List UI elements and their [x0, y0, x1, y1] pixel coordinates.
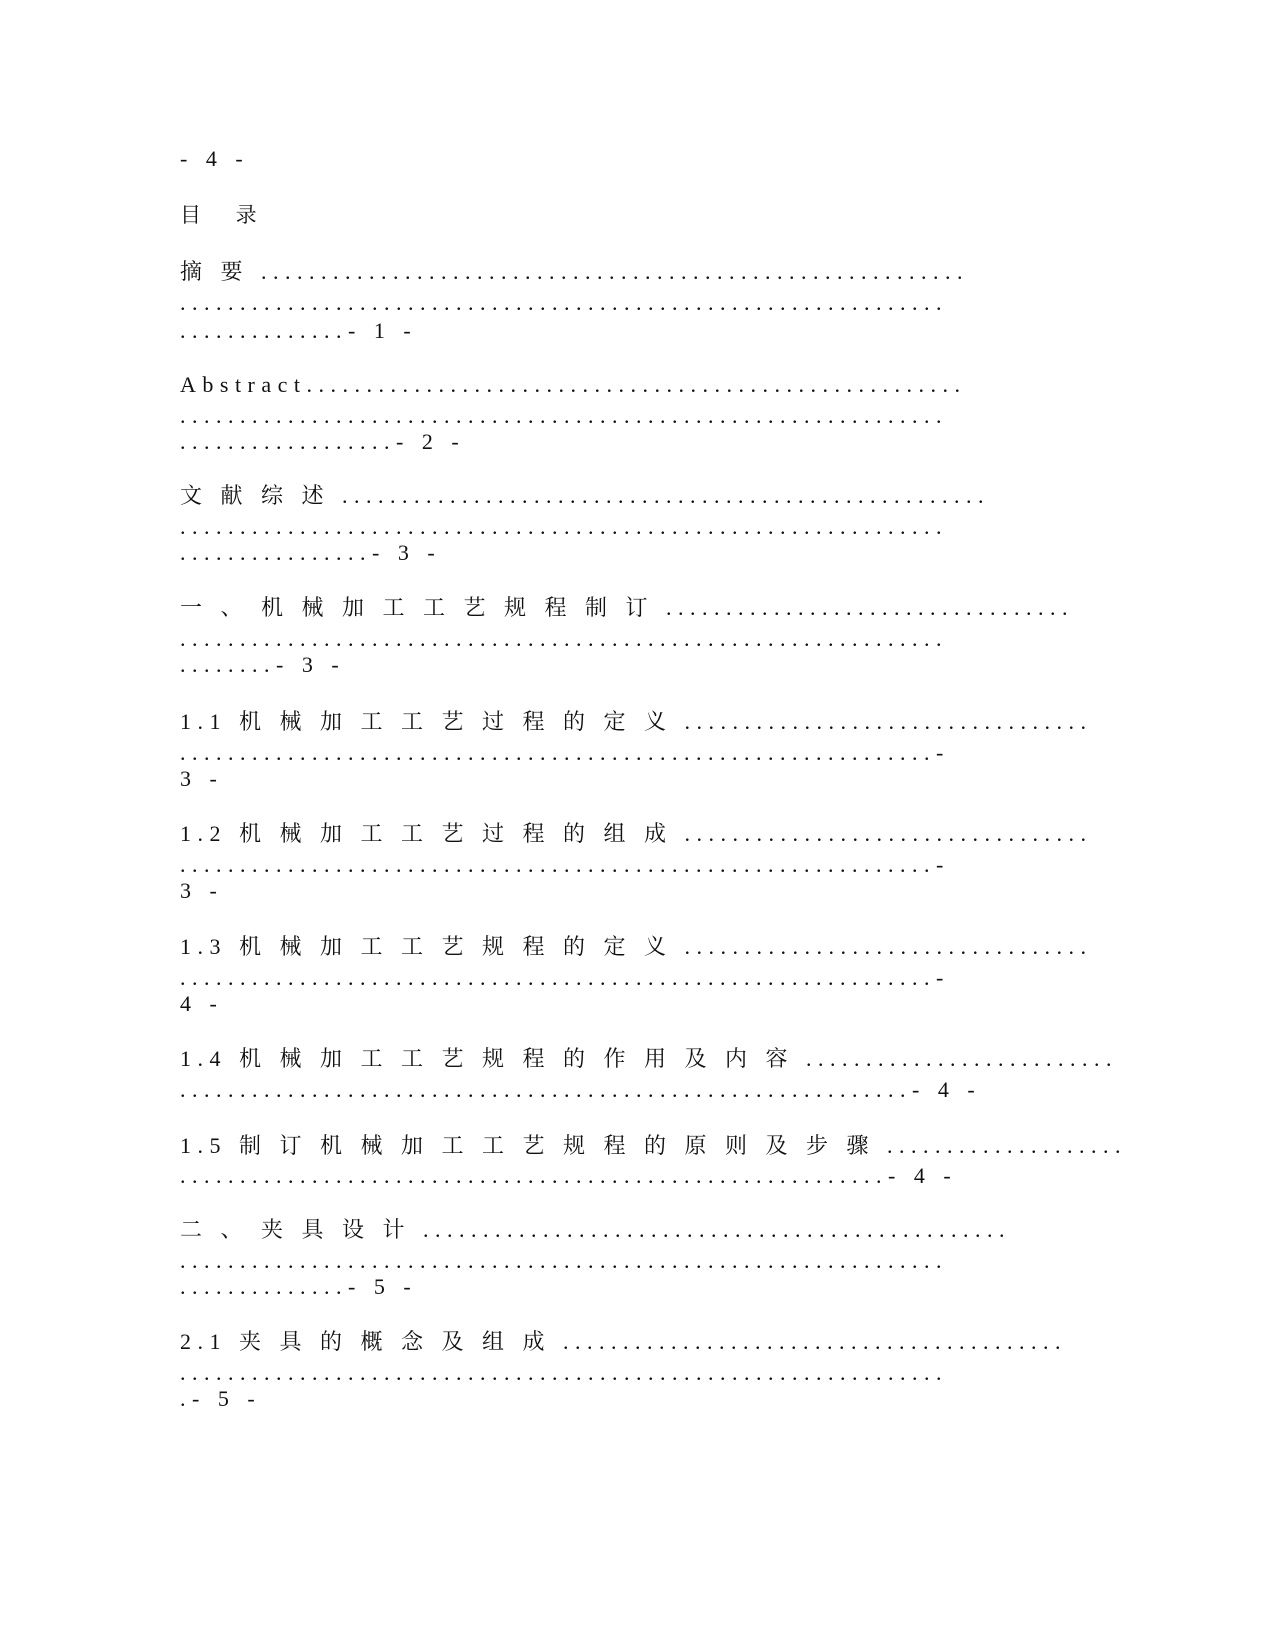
- toc-line: 4 -: [180, 991, 224, 1016]
- toc-line: 2.1 夹 具 的 概 念 及 组 成 ..........................................: [180, 1329, 1068, 1354]
- toc-line: 3 -: [180, 878, 224, 903]
- toc-line: ........- 3 -: [180, 652, 346, 677]
- toc-line: ..................- 2 -: [180, 429, 466, 454]
- toc-line: 1.2 机 械 加 工 工 艺 过 程 的 组 成 ..................................: [180, 821, 1093, 846]
- toc-line: ...........................................................- 4 -: [180, 1163, 958, 1188]
- toc-line: 二 、 夹 具 设 计 .................................................: [180, 1217, 1012, 1242]
- toc-line: 1.4 机 械 加 工 工 艺 规 程 的 作 用 及 内 容 ..........................: [180, 1046, 1119, 1071]
- toc-line: 1.5 制 订 机 械 加 工 工 艺 规 程 的 原 则 及 步 骤 ....................: [180, 1133, 1128, 1158]
- toc-title: 目 录: [180, 203, 271, 227]
- page-number-header: - 4 -: [180, 146, 250, 171]
- toc-line: ................................................................: [180, 403, 948, 428]
- toc-line: 一 、 机 械 加 工 工 艺 规 程 制 订 ..................................: [180, 595, 1075, 620]
- toc-line: 3 -: [180, 766, 224, 791]
- toc-line: Abstract.......................................................: [180, 372, 967, 397]
- toc-line: ................................................................: [180, 1360, 948, 1385]
- toc-line: ................................................................: [180, 514, 948, 539]
- toc-line: ................................................................: [180, 1248, 948, 1273]
- toc-line: ..............- 5 -: [180, 1274, 418, 1299]
- toc-line: ...............................................................-: [180, 965, 950, 990]
- toc-line: 文 献 综 述 ......................................................: [180, 483, 991, 508]
- toc-line: 1.3 机 械 加 工 工 艺 规 程 的 定 义 ..................................: [180, 934, 1093, 959]
- toc-line: .- 5 -: [180, 1386, 262, 1411]
- toc-line: ................................................................: [180, 290, 948, 315]
- toc-line: ..............- 1 -: [180, 318, 418, 343]
- toc-line: .............................................................- 4 -: [180, 1077, 982, 1102]
- toc-line: ...............................................................-: [180, 852, 950, 877]
- toc-line: 摘 要 ...........................................................: [180, 259, 970, 284]
- toc-line: 1.1 机 械 加 工 工 艺 过 程 的 定 义 ..................................: [180, 709, 1093, 734]
- toc-line: ...............................................................-: [180, 740, 950, 765]
- toc-line: ................- 3 -: [180, 540, 442, 565]
- toc-line: ................................................................: [180, 626, 948, 651]
